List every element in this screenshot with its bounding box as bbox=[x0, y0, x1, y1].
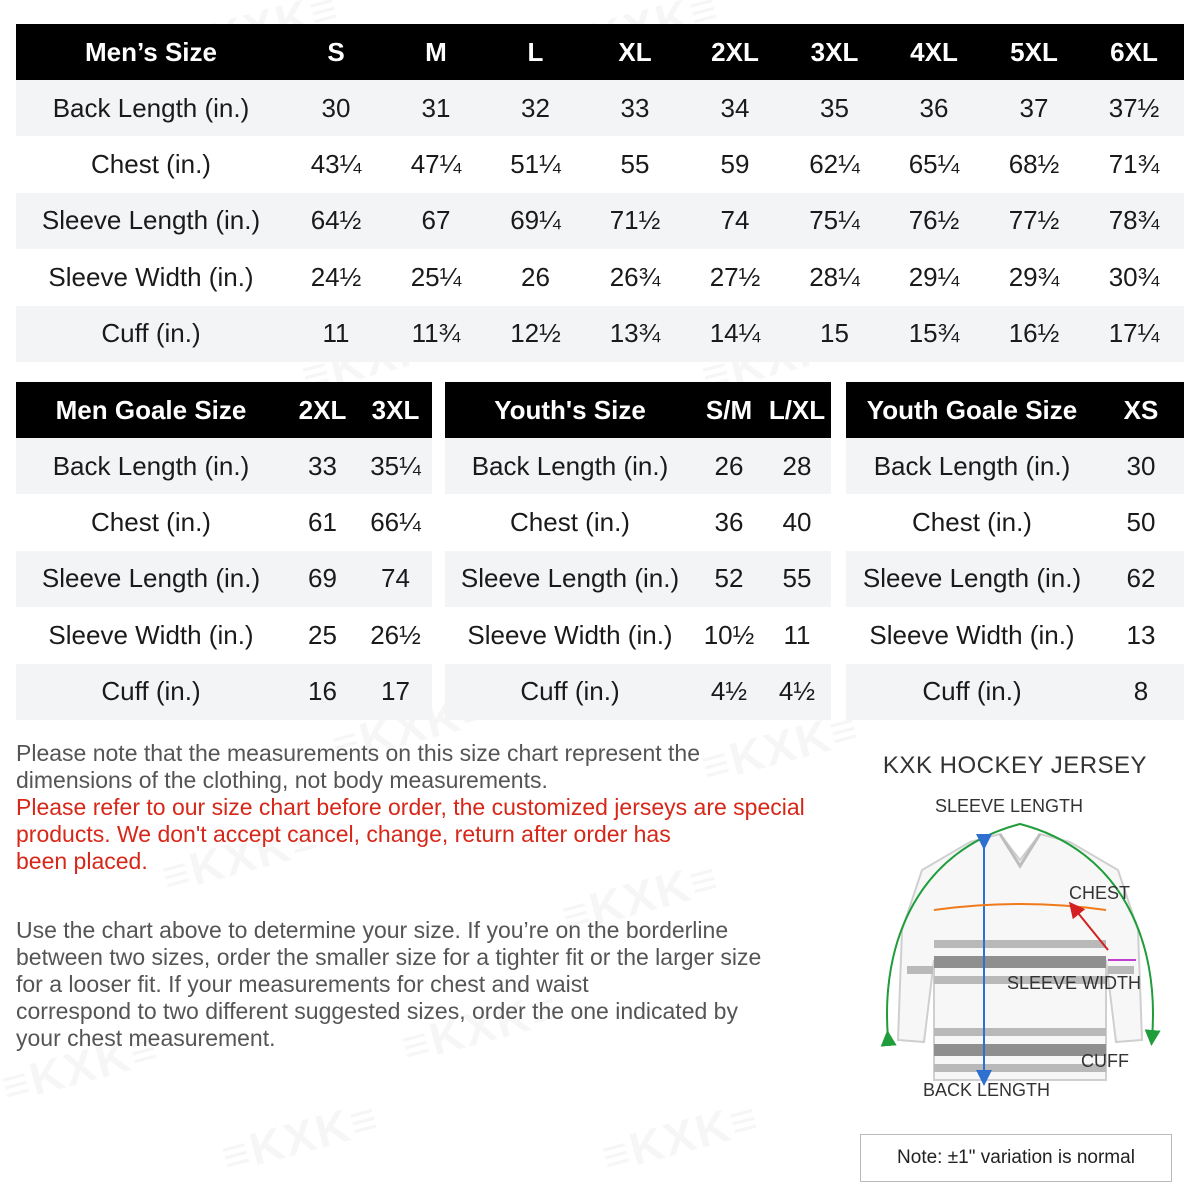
measurement-cell: 43¼ bbox=[286, 136, 386, 192]
measurement-cell: 37½ bbox=[1084, 80, 1184, 136]
measurement-cell: 64½ bbox=[286, 193, 386, 249]
size-guide-paragraph bbox=[16, 917, 856, 1052]
row-label: Sleeve Length (in.) bbox=[16, 193, 286, 249]
measurement-cell: 25¼ bbox=[386, 249, 486, 305]
header-size: 5XL bbox=[984, 24, 1084, 80]
measurement-cell: 68½ bbox=[984, 136, 1084, 192]
table-row bbox=[846, 607, 1184, 663]
header-size: 2XL bbox=[685, 24, 785, 80]
table-row bbox=[16, 80, 1184, 136]
table-row bbox=[846, 664, 1184, 720]
table-row bbox=[16, 664, 432, 720]
table-row bbox=[445, 494, 831, 550]
measurement-cell: 11 bbox=[763, 607, 831, 663]
sleeve-length-label: SLEEVE LENGTH bbox=[935, 796, 1084, 816]
table-row bbox=[846, 494, 1184, 550]
table-header-row bbox=[16, 24, 1184, 80]
measurement-cell: 12½ bbox=[486, 306, 585, 362]
measurement-cell: 40 bbox=[763, 494, 831, 550]
measurement-cell: 35 bbox=[785, 80, 884, 136]
row-label: Cuff (in.) bbox=[16, 306, 286, 362]
row-label: Chest (in.) bbox=[445, 494, 695, 550]
row-label: Sleeve Width (in.) bbox=[846, 607, 1098, 663]
measurement-cell: 28¼ bbox=[785, 249, 884, 305]
measurement-cell: 61 bbox=[286, 494, 359, 550]
header-size: S bbox=[286, 24, 386, 80]
row-label: Cuff (in.) bbox=[846, 664, 1098, 720]
measurement-cell: 69¼ bbox=[486, 193, 585, 249]
measurement-cell: 71½ bbox=[585, 193, 685, 249]
measurement-cell: 35¼ bbox=[359, 438, 432, 494]
guide-line: correspond to two different suggested sizes, order the one indicated by bbox=[16, 998, 738, 1024]
table-row bbox=[16, 438, 432, 494]
measurement-cell: 74 bbox=[359, 551, 432, 607]
measurement-cell: 16½ bbox=[984, 306, 1084, 362]
header-size: M bbox=[386, 24, 486, 80]
measurement-cell: 26¾ bbox=[585, 249, 685, 305]
guide-line: for a looser fit. If your measurements for chest and waist bbox=[16, 971, 589, 997]
measurement-cell: 75¼ bbox=[785, 193, 884, 249]
table-row bbox=[16, 249, 1184, 305]
table-row bbox=[445, 551, 831, 607]
measurement-cell: 36 bbox=[695, 494, 763, 550]
row-label: Back Length (in.) bbox=[846, 438, 1098, 494]
measurement-cell: 26½ bbox=[359, 607, 432, 663]
row-label: Sleeve Length (in.) bbox=[16, 551, 286, 607]
guide-line: your chest measurement. bbox=[16, 1025, 276, 1051]
measurement-cell: 65¼ bbox=[884, 136, 984, 192]
measurement-cell: 25 bbox=[286, 607, 359, 663]
measurement-cell: 59 bbox=[685, 136, 785, 192]
table-row bbox=[16, 551, 432, 607]
header-size-label: Men Goale Size bbox=[16, 382, 286, 438]
header-size: 6XL bbox=[1084, 24, 1184, 80]
measurement-cell: 78¾ bbox=[1084, 193, 1184, 249]
cuff-label: CUFF bbox=[1081, 1051, 1129, 1071]
warning-line: products. We don't accept cancel, change, return after order has bbox=[16, 821, 671, 847]
header-size: L bbox=[486, 24, 585, 80]
measurement-cell: 55 bbox=[585, 136, 685, 192]
row-label: Chest (in.) bbox=[16, 494, 286, 550]
measurement-cell: 69 bbox=[286, 551, 359, 607]
measurement-cell: 30¾ bbox=[1084, 249, 1184, 305]
measurement-cell: 62¼ bbox=[785, 136, 884, 192]
table-header-row bbox=[16, 382, 432, 438]
measurement-cell: 15 bbox=[785, 306, 884, 362]
mens-size-table bbox=[16, 24, 1184, 362]
measurement-cell: 17 bbox=[359, 664, 432, 720]
measurement-cell: 11 bbox=[286, 306, 386, 362]
youth-goale-size-table bbox=[846, 382, 1184, 720]
table-header-row bbox=[846, 382, 1184, 438]
variation-note: Note: ±1" variation is normal bbox=[860, 1134, 1172, 1182]
row-label: Chest (in.) bbox=[846, 494, 1098, 550]
measurement-cell: 26 bbox=[486, 249, 585, 305]
measurement-cell: 4½ bbox=[763, 664, 831, 720]
watermark bbox=[596, 1090, 765, 1184]
measurement-cell: 13¾ bbox=[585, 306, 685, 362]
men-goale-size-table bbox=[16, 382, 432, 720]
measurement-cell: 30 bbox=[1098, 438, 1184, 494]
jersey-stripe bbox=[934, 956, 1106, 968]
row-label: Sleeve Width (in.) bbox=[445, 607, 695, 663]
measurement-cell: 36 bbox=[884, 80, 984, 136]
chest-label: CHEST bbox=[1069, 883, 1131, 903]
measurement-cell: 15¾ bbox=[884, 306, 984, 362]
measurement-cell: 66¼ bbox=[359, 494, 432, 550]
measurement-cell: 14¼ bbox=[685, 306, 785, 362]
measurement-cell: 4½ bbox=[695, 664, 763, 720]
measurement-cell: 71¾ bbox=[1084, 136, 1184, 192]
header-size: 3XL bbox=[785, 24, 884, 80]
note-line: Please note that the measurements on this size chart represent the bbox=[16, 740, 700, 766]
measurement-cell: 47¼ bbox=[386, 136, 486, 192]
table-row bbox=[445, 664, 831, 720]
table-row bbox=[16, 193, 1184, 249]
header-size: 2XL bbox=[286, 382, 359, 438]
measurement-cell: 77½ bbox=[984, 193, 1084, 249]
measurement-cell: 55 bbox=[763, 551, 831, 607]
measurement-cell: 50 bbox=[1098, 494, 1184, 550]
sleeve-stripe bbox=[907, 966, 933, 974]
header-size-label: Youth's Size bbox=[445, 382, 695, 438]
measurement-cell: 28 bbox=[763, 438, 831, 494]
measurement-cell: 29¼ bbox=[884, 249, 984, 305]
row-label: Sleeve Length (in.) bbox=[846, 551, 1098, 607]
measurement-cell: 52 bbox=[695, 551, 763, 607]
header-size: XS bbox=[1098, 382, 1184, 438]
measurement-cell: 30 bbox=[286, 80, 386, 136]
header-size: 4XL bbox=[884, 24, 984, 80]
watermark bbox=[216, 1090, 385, 1184]
measurement-cell: 31 bbox=[386, 80, 486, 136]
measurement-cell: 26 bbox=[695, 438, 763, 494]
row-label: Back Length (in.) bbox=[16, 438, 286, 494]
measurement-cell: 37 bbox=[984, 80, 1084, 136]
table-row bbox=[846, 551, 1184, 607]
warning-line: been placed. bbox=[16, 848, 148, 874]
measurement-cell: 11¾ bbox=[386, 306, 486, 362]
row-label: Back Length (in.) bbox=[445, 438, 695, 494]
measurement-cell: 29¾ bbox=[984, 249, 1084, 305]
measurement-cell: 32 bbox=[486, 80, 585, 136]
sleeve-width-label: SLEEVE WIDTH bbox=[1007, 973, 1142, 993]
table-row bbox=[16, 136, 1184, 192]
header-size: XL bbox=[585, 24, 685, 80]
measurement-cell: 13 bbox=[1098, 607, 1184, 663]
row-label: Sleeve Width (in.) bbox=[16, 249, 286, 305]
jersey-stripe bbox=[934, 1028, 1106, 1036]
measurement-cell: 33 bbox=[286, 438, 359, 494]
header-size-label: Youth Goale Size bbox=[846, 382, 1098, 438]
warning-line: Please refer to our size chart before order, the customized jerseys are special bbox=[16, 794, 805, 820]
table-row bbox=[16, 306, 1184, 362]
row-label: Sleeve Length (in.) bbox=[445, 551, 695, 607]
measurement-cell: 24½ bbox=[286, 249, 386, 305]
size-notes bbox=[16, 740, 856, 1052]
guide-line: between two sizes, order the smaller size for a tighter fit or the larger size bbox=[16, 944, 762, 970]
jersey-diagram bbox=[860, 790, 1180, 1110]
guide-line: Use the chart above to determine your size. If you’re on the borderline bbox=[16, 917, 729, 943]
table-row bbox=[16, 494, 432, 550]
note-line: dimensions of the clothing, not body measurements. bbox=[16, 767, 548, 793]
measurement-cell: 34 bbox=[685, 80, 785, 136]
measurement-cell: 8 bbox=[1098, 664, 1184, 720]
measurement-cell: 16 bbox=[286, 664, 359, 720]
header-size: S/M bbox=[695, 382, 763, 438]
table-row bbox=[846, 438, 1184, 494]
row-label: Sleeve Width (in.) bbox=[16, 607, 286, 663]
measurement-cell: 74 bbox=[685, 193, 785, 249]
diagram-title: KXK HOCKEY JERSEY bbox=[882, 752, 1148, 779]
row-label: Back Length (in.) bbox=[16, 80, 286, 136]
youth-size-table bbox=[445, 382, 831, 720]
measurement-cell: 10½ bbox=[695, 607, 763, 663]
measurement-cell: 27½ bbox=[685, 249, 785, 305]
table-header-row bbox=[445, 382, 831, 438]
row-label: Cuff (in.) bbox=[445, 664, 695, 720]
row-label: Cuff (in.) bbox=[16, 664, 286, 720]
header-size-label: Men’s Size bbox=[16, 24, 286, 80]
measurement-cell: 76½ bbox=[884, 193, 984, 249]
measurement-cell: 62 bbox=[1098, 551, 1184, 607]
header-size: 3XL bbox=[359, 382, 432, 438]
back-length-label: BACK LENGTH bbox=[923, 1080, 1051, 1100]
measurement-cell: 33 bbox=[585, 80, 685, 136]
measurement-cell: 17¼ bbox=[1084, 306, 1184, 362]
table-row bbox=[16, 607, 432, 663]
table-row bbox=[445, 607, 831, 663]
header-size: L/XL bbox=[763, 382, 831, 438]
measurement-cell: 51¼ bbox=[486, 136, 585, 192]
table-row bbox=[445, 438, 831, 494]
jersey-stripe bbox=[934, 940, 1106, 948]
measurement-cell: 67 bbox=[386, 193, 486, 249]
row-label: Chest (in.) bbox=[16, 136, 286, 192]
